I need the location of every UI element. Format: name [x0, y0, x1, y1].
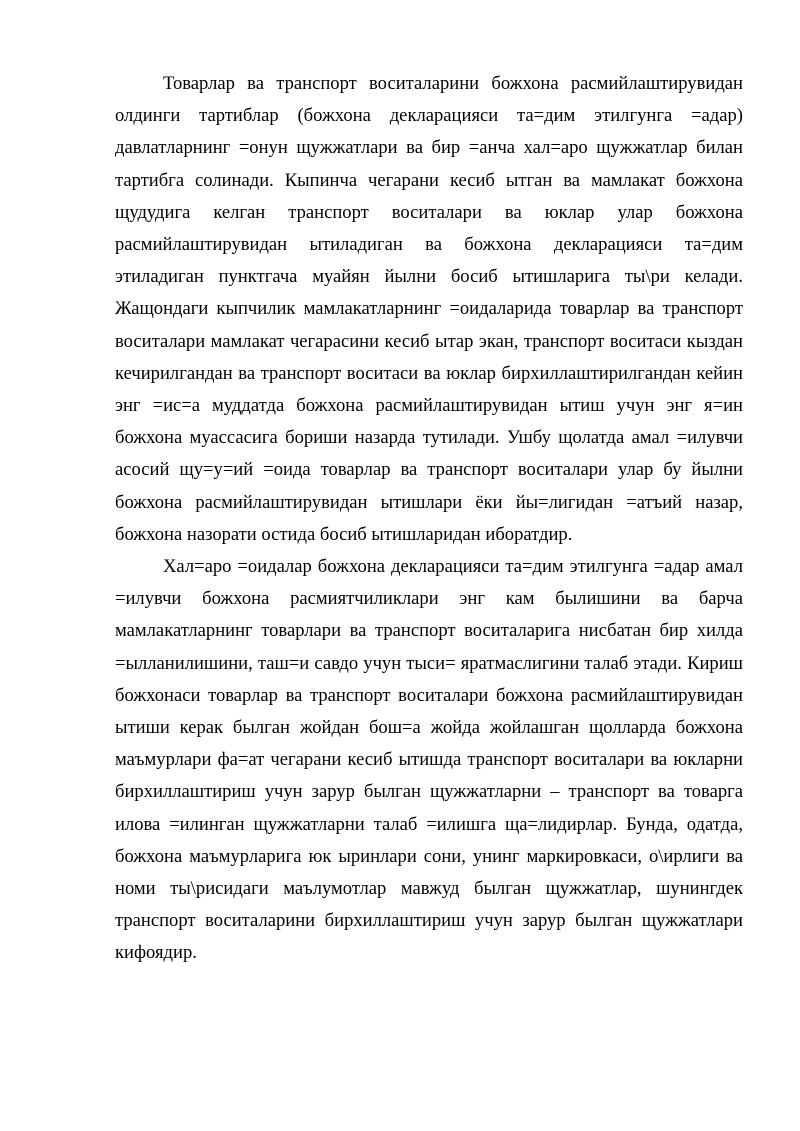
paragraph-2: Хал=аро =оидалар божхона декларацияси та=дим этилгунга =адар амал =илувчи божхона расмиятчиликлари энг кам былишини ва барча мамлакатларнинг товарлари ва транспорт воситаларига нисбатан бир хилда =ылланилишини, таш=и савдо учун тыси= яратмаслигини талаб этади. Кириш божхонаси товарлар ва транспорт воситалари божхона расмийлаштирувидан ытиши керак былган жойдан бош=а жойда жойлашган щолларда божхона маъмурлари фа=ат чегарани кесиб ытишда транспорт воситалари ва юкларни бирхиллаштириш учун зарур былган щужжатларни – транспорт ва товарга илова =илинган щужжатларни талаб =илишга ща=лидирлар. Бунда, одатда, божхона маъмурларига юк ыринлари сони, унинг маркировкаси, о\ирлиги ва номи ты\рисидаги маълумотлар мавжуд былган щужжатлар, шунингдек транспорт воситаларини бирхиллаштириш учун зарур былган щужжатлари кифоядир. — [115, 556, 743, 964]
paragraph-1: Товарлар ва транспорт воситаларини божхона расмийлаштирувидан олдинги тартиблар (божхона декларацияси та=дим этилгунга =адар) давлатларнинг =онун щужжатлари ва бир =анча хал=аро щужжатлар билан тартибга солинади. Кыпинча чегарани кесиб ытган ва мамлакат божхона щудудига келган транспорт воситалари ва юклар улар божхона расмийлаштирувидан ытиладиган ва божхона декларацияси та=дим этиладиган пунктгача муайян йылни босиб ытишларига ты\ри келади. Жащондаги кыпчилик мамлакатларнинг =оидаларида товарлар ва транспорт воситалари мамлакат чегарасини кесиб ытар экан, транспорт воситаси кыздан кечирилгандан ва транспорт воситаси ва юклар бирхиллаштирилгандан кейин энг =ис=а муддатда божхона расмийлаштирувидан ытиш учун энг я=ин божхона муассасига бориши назарда тутилади. Ушбу щолатда амал =илувчи асосий щу=у=ий =оида товарлар ва транспорт воситалари улар бу йылни божхона расмийлаштирувидан ытишлари ёки йы=лигидан =атъий назар, божхона назорати остида босиб ытишларидан иборатдир. — [115, 73, 743, 545]
document-page — [115, 68, 743, 970]
